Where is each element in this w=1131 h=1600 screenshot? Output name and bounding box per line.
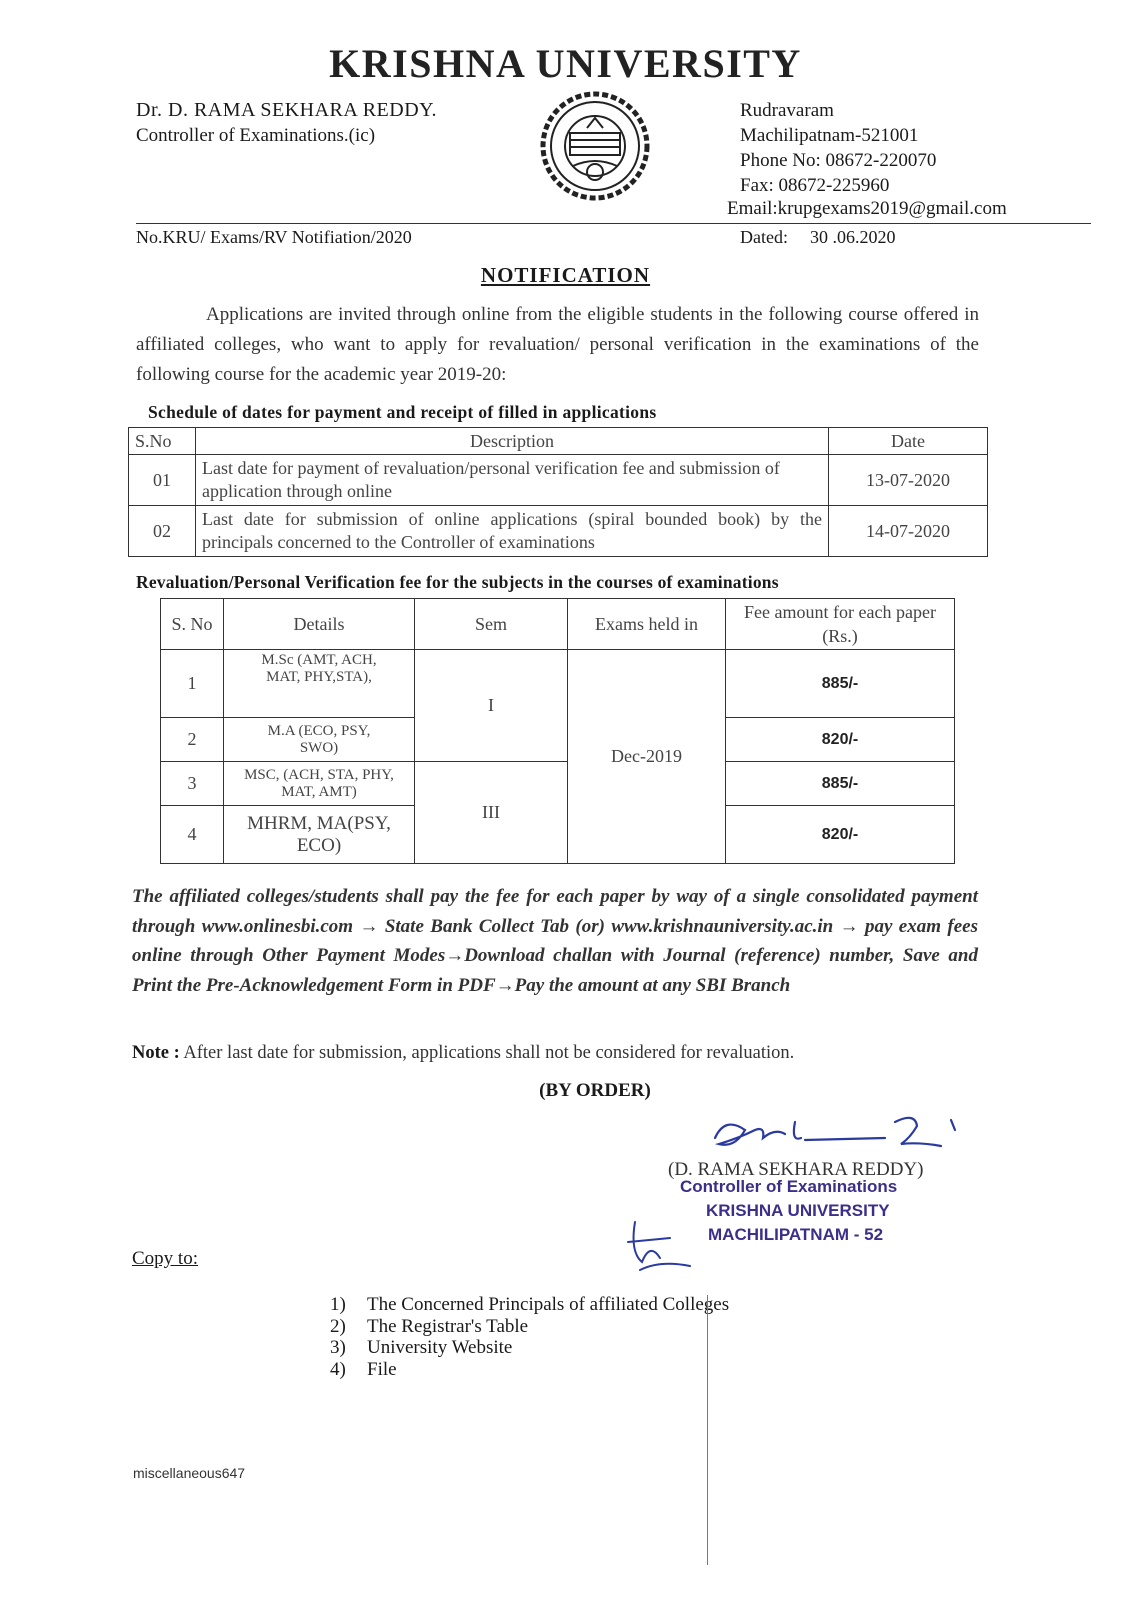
reference-number: No.KRU/ Exams/RV Notifiation/2020 bbox=[136, 227, 412, 247]
address-line: Machilipatnam-521001 bbox=[740, 125, 919, 146]
list-number: 4) bbox=[330, 1358, 346, 1380]
list-item bbox=[330, 1316, 729, 1338]
stamp-line: MACHILIPATNAM - 52 bbox=[708, 1225, 884, 1244]
fee-cell: 885/- bbox=[726, 650, 955, 718]
university-emblem-icon bbox=[525, 88, 665, 206]
signature-icon bbox=[705, 1108, 965, 1163]
schedule-caption: Schedule of dates for payment and receipt of filled in applications bbox=[148, 402, 657, 422]
margin-line bbox=[707, 1295, 708, 1565]
details-cell: M.Sc (AMT, ACH, MAT, PHY,STA), bbox=[224, 650, 415, 718]
footer-tag: miscellaneous647 bbox=[133, 1465, 246, 1481]
sno-cell: 1 bbox=[161, 650, 224, 718]
header-divider bbox=[136, 223, 1091, 224]
fee-cell: 820/- bbox=[726, 718, 955, 762]
sno-cell: 02 bbox=[129, 506, 196, 557]
list-text: File bbox=[367, 1358, 397, 1380]
fax-line: Fax: 08672-225960 bbox=[740, 175, 890, 196]
header-cell: Date bbox=[829, 428, 988, 455]
official-block bbox=[136, 98, 437, 148]
university-title: KRISHNA UNIVERSITY bbox=[329, 41, 802, 86]
address-block bbox=[740, 98, 936, 198]
note-line bbox=[132, 1043, 794, 1064]
list-number: 3) bbox=[330, 1337, 346, 1358]
sno-cell: 4 bbox=[161, 806, 224, 864]
note-label: Note : bbox=[132, 1043, 180, 1063]
sem-cell: I bbox=[415, 650, 568, 762]
list-text: The Registrar's Table bbox=[367, 1315, 529, 1337]
note-text: After last date for submission, applications shall not be considered for revaluation. bbox=[183, 1043, 795, 1063]
fee-table bbox=[160, 598, 955, 864]
table-row bbox=[161, 650, 955, 718]
phone-line: Phone No: 08672-220070 bbox=[740, 150, 937, 171]
intro-paragraph: Applications are invited through online from the eligible students in the following course offered in affiliated colleges, who want to apply for revaluation/ personal verification in the examinations of the following course for the academic year 2019-20: bbox=[136, 304, 979, 385]
payment-instructions: The affiliated colleges/students shall pay the fee for each paper by way of a single consolidated payment through www.onlinesbi.com → State Bank Collect Tab (or) www.krishnauniversity.ac.in → pay exam fees online through Other Payment Modes→Download challan with Journal (reference) number, Save and Print the Pre-Acknowledgement Form in PDF→Pay the amount at any SBI Branch bbox=[132, 886, 978, 996]
official-title: Controller of Examinations.(ic) bbox=[136, 125, 376, 146]
fee-cell: 885/- bbox=[726, 762, 955, 806]
description-cell: Last date for payment of revaluation/personal verification fee and submission of application through online bbox=[196, 455, 829, 506]
details-cell: MSC, (ACH, STA, PHY, MAT, AMT) bbox=[224, 762, 415, 806]
address-line: Rudravaram bbox=[740, 100, 834, 121]
list-item bbox=[330, 1337, 729, 1359]
copy-to-list bbox=[330, 1294, 729, 1380]
dated-label: Dated: bbox=[740, 227, 788, 247]
schedule-table bbox=[128, 427, 988, 557]
details-cell: M.A (ECO, PSY, SWO) bbox=[224, 718, 415, 762]
email-line: Email:krupgexams2019@gmail.com bbox=[727, 198, 1007, 219]
header-cell: S.No bbox=[129, 428, 196, 455]
header-cell: Sem bbox=[415, 599, 568, 650]
details-cell: MHRM, MA(PSY, ECO) bbox=[224, 806, 415, 864]
table-header-row bbox=[129, 428, 988, 455]
header-cell: Fee amount for each paper (Rs.) bbox=[726, 599, 955, 650]
list-item bbox=[330, 1359, 729, 1381]
table-row bbox=[129, 506, 988, 557]
stamp-line: KRISHNA UNIVERSITY bbox=[706, 1201, 890, 1220]
description-cell: Last date for submission of online applications (spiral bounded book) by the principals concerned to the Controller of examinations bbox=[196, 506, 829, 557]
sem-cell: III bbox=[415, 762, 568, 864]
fee-cell: 820/- bbox=[726, 806, 955, 864]
official-name: Dr. D. RAMA SEKHARA REDDY. bbox=[136, 99, 438, 121]
list-number: 2) bbox=[330, 1315, 346, 1337]
table-header-row bbox=[161, 599, 955, 650]
signatory-name: (D. RAMA SEKHARA REDDY) bbox=[668, 1159, 924, 1180]
list-item bbox=[330, 1294, 729, 1316]
initials-icon bbox=[620, 1212, 715, 1277]
date-cell: 13-07-2020 bbox=[829, 455, 988, 506]
date-cell: 14-07-2020 bbox=[829, 506, 988, 557]
by-order: (BY ORDER) bbox=[539, 1080, 651, 1101]
stamp-line: Controller of Examinations bbox=[680, 1177, 898, 1196]
date-line bbox=[740, 227, 895, 248]
sno-cell: 2 bbox=[161, 718, 224, 762]
fee-caption: Revaluation/Personal Verification fee for the subjects in the courses of examinations bbox=[136, 572, 779, 592]
list-text: University Website bbox=[367, 1337, 513, 1358]
dated-value: 30 .06.2020 bbox=[809, 227, 896, 247]
table-row bbox=[161, 762, 955, 806]
header-cell: S. No bbox=[161, 599, 224, 650]
copy-to-label: Copy to: bbox=[132, 1248, 198, 1269]
table-row bbox=[129, 455, 988, 506]
header-cell: Description bbox=[196, 428, 829, 455]
list-number: 1) bbox=[330, 1294, 346, 1315]
list-text: The Concerned Principals of affiliated Colleges bbox=[367, 1294, 730, 1315]
header-cell: Exams held in bbox=[568, 599, 726, 650]
header-cell: Details bbox=[224, 599, 415, 650]
exams-held-cell: Dec-2019 bbox=[568, 650, 726, 864]
notification-heading: NOTIFICATION bbox=[480, 263, 651, 287]
sno-cell: 3 bbox=[161, 762, 224, 806]
sno-cell: 01 bbox=[129, 455, 196, 506]
